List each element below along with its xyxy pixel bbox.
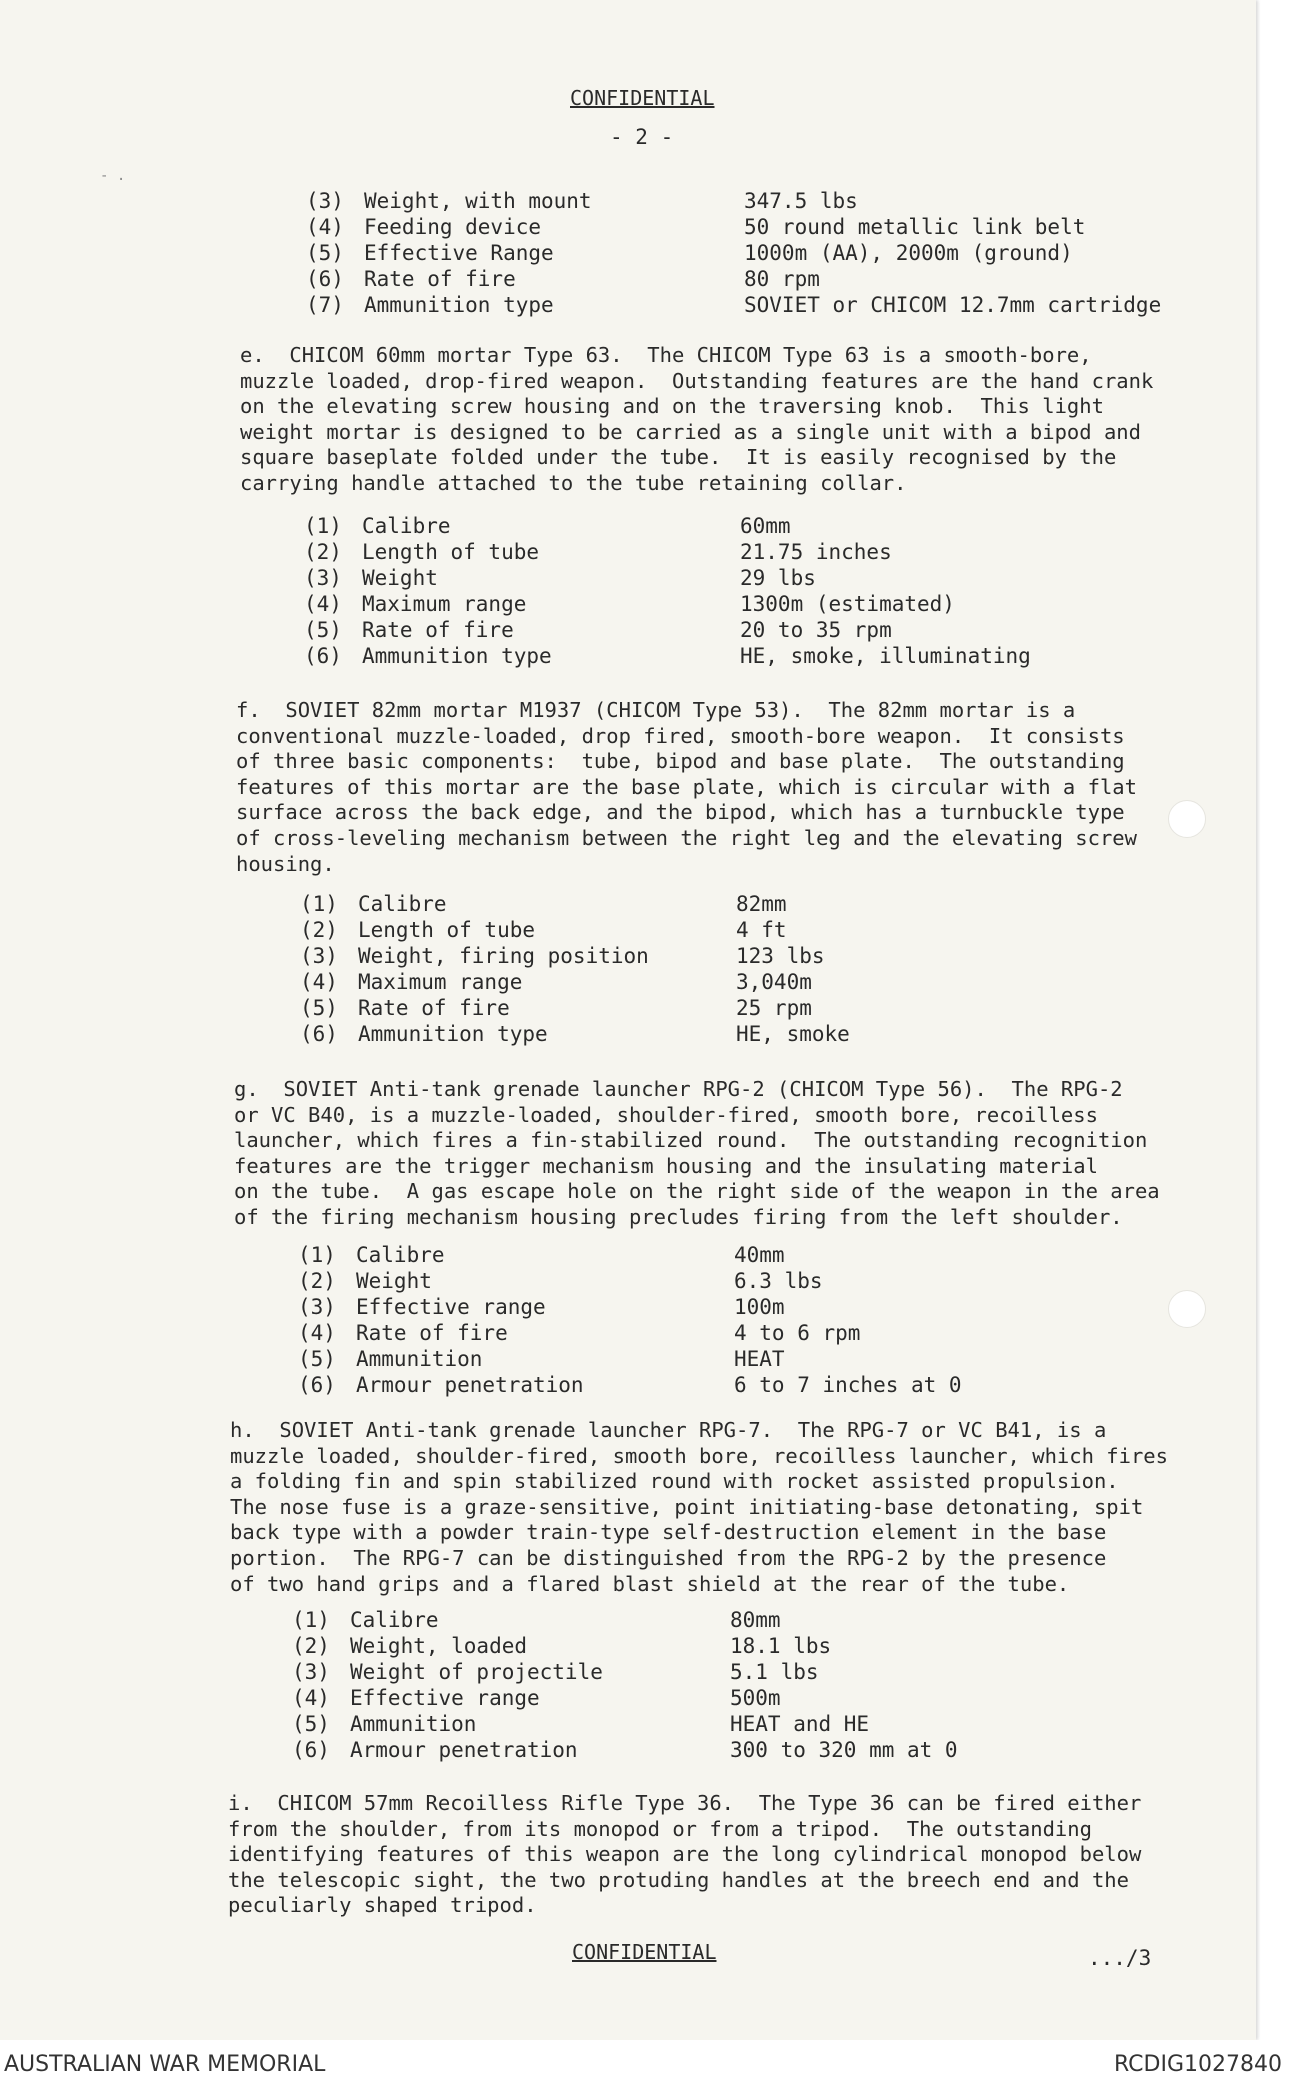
spec-value: 6.3 lbs bbox=[734, 1269, 823, 1293]
punch-hole bbox=[1168, 1290, 1206, 1328]
spec-row bbox=[292, 1685, 781, 1711]
archive-id: RCDIG1027840 bbox=[1113, 2052, 1282, 2077]
paragraph-line: square baseplate folded under the tube. It is easily recognised by the bbox=[240, 445, 1117, 470]
punch-hole bbox=[1168, 800, 1206, 838]
spec-value: 29 lbs bbox=[740, 566, 816, 590]
paragraph-g bbox=[234, 1077, 1160, 1231]
paragraph-line: weight mortar is designed to be carried as a single unit with a bipod and bbox=[240, 419, 1141, 444]
spec-row bbox=[304, 617, 892, 643]
spec-number: (2) bbox=[298, 1269, 336, 1293]
spec-value: HEAT and HE bbox=[730, 1712, 870, 1736]
spec-value: 60mm bbox=[740, 514, 791, 538]
spec-row bbox=[300, 917, 787, 943]
spec-number: (4) bbox=[304, 592, 342, 616]
spec-number: (6) bbox=[292, 1738, 330, 1762]
spec-label: Rate of fire bbox=[362, 618, 514, 642]
spec-label: Rate of fire bbox=[356, 1321, 508, 1345]
spec-label: Ammunition bbox=[356, 1347, 483, 1371]
spec-row bbox=[304, 643, 1031, 669]
spec-list-e bbox=[304, 513, 1031, 669]
spec-row bbox=[304, 539, 892, 565]
paragraph-e bbox=[240, 343, 1153, 497]
paragraph-line: muzzle loaded, shoulder-fired, smooth bore, recoilless launcher, which fires bbox=[230, 1443, 1168, 1468]
page-number: - 2 - bbox=[610, 125, 674, 149]
spec-row bbox=[292, 1711, 870, 1737]
paragraph-line: h. SOVIET Anti-tank grenade launcher RPG-7. The RPG-7 or VC B41, is a bbox=[230, 1418, 1107, 1442]
spec-row bbox=[304, 513, 791, 539]
spec-value: 4 ft bbox=[736, 918, 787, 942]
paragraph-line: of three basic components: tube, bipod and base plate. The outstanding bbox=[236, 749, 1125, 774]
paragraph-line: identifying features of this weapon are the long cylindrical monopod below bbox=[228, 1842, 1142, 1867]
spec-number: (3) bbox=[304, 566, 342, 590]
paragraph-line: of the firing mechanism housing precludes firing from the left shoulder. bbox=[234, 1204, 1123, 1229]
paragraph-line: portion. The RPG-7 can be distinguished from the RPG-2 by the presence bbox=[230, 1545, 1107, 1570]
spec-number: (5) bbox=[298, 1347, 336, 1371]
spec-value: HE, smoke, illuminating bbox=[740, 644, 1031, 668]
spec-list-f bbox=[300, 891, 850, 1047]
archive-name: AUSTRALIAN WAR MEMORIAL bbox=[4, 2052, 326, 2077]
paragraph-line: e. CHICOM 60mm mortar Type 63. The CHICOM Type 63 is a smooth-bore, bbox=[240, 343, 1092, 367]
spec-row bbox=[300, 891, 787, 917]
spec-row bbox=[300, 995, 812, 1021]
spec-label: Effective range bbox=[350, 1686, 540, 1710]
spec-row bbox=[306, 266, 820, 292]
classification-footer: CONFIDENTIAL bbox=[572, 1940, 717, 1964]
paragraph-line: of two hand grips and a flared blast shield at the rear of the tube. bbox=[230, 1571, 1070, 1596]
paragraph-line: on the elevating screw housing and on the traversing knob. This light bbox=[240, 394, 1104, 419]
spec-row bbox=[298, 1346, 785, 1372]
spec-row bbox=[298, 1268, 823, 1294]
paragraph-line: a folding fin and spin stabilized round with rocket assisted propulsion. bbox=[230, 1469, 1119, 1494]
spec-label: Effective range bbox=[356, 1295, 546, 1319]
spec-value: SOVIET or CHICOM 12.7mm cartridge bbox=[744, 293, 1162, 317]
spec-number: (1) bbox=[292, 1608, 330, 1632]
spec-number: (2) bbox=[292, 1634, 330, 1658]
spec-row bbox=[298, 1242, 785, 1268]
spec-number: (5) bbox=[304, 618, 342, 642]
spec-number: (4) bbox=[300, 970, 338, 994]
spec-row bbox=[304, 565, 816, 591]
spec-row bbox=[300, 943, 825, 969]
spec-number: (3) bbox=[300, 944, 338, 968]
spec-label: Weight bbox=[362, 566, 438, 590]
paragraph-line: g. SOVIET Anti-tank grenade launcher RPG-2 (CHICOM Type 56). The RPG-2 bbox=[234, 1077, 1123, 1101]
paragraph-h bbox=[230, 1418, 1168, 1597]
spec-row bbox=[306, 214, 1086, 240]
spec-number: (4) bbox=[298, 1321, 336, 1345]
spec-row bbox=[304, 591, 955, 617]
spec-label: Maximum range bbox=[362, 592, 527, 616]
paragraph-line: launcher, which fires a fin-stabilized round. The outstanding recognition bbox=[234, 1128, 1148, 1153]
spec-label: Ammunition type bbox=[358, 1022, 548, 1046]
paragraph-line: peculiarly shaped tripod. bbox=[228, 1893, 537, 1918]
paragraph-line: carrying handle attached to the tube retaining collar. bbox=[240, 470, 907, 495]
spec-number: (1) bbox=[298, 1243, 336, 1267]
spec-number: (3) bbox=[292, 1660, 330, 1684]
spec-row bbox=[298, 1320, 861, 1346]
spec-number: (6) bbox=[304, 644, 342, 668]
spec-label: Ammunition type bbox=[362, 644, 552, 668]
spec-number: (5) bbox=[292, 1712, 330, 1736]
spec-value: 1300m (estimated) bbox=[740, 592, 955, 616]
spec-row bbox=[292, 1633, 832, 1659]
spec-number: (7) bbox=[306, 293, 344, 317]
spec-label: Feeding device bbox=[364, 215, 542, 239]
spec-value: 80 rpm bbox=[744, 267, 820, 291]
margin-mark: - . bbox=[100, 168, 126, 184]
spec-number: (1) bbox=[300, 892, 338, 916]
spec-number: (4) bbox=[306, 215, 344, 239]
spec-number: (2) bbox=[300, 918, 338, 942]
spec-value: 20 to 35 rpm bbox=[740, 618, 892, 642]
spec-number: (4) bbox=[292, 1686, 330, 1710]
spec-label: Armour penetration bbox=[356, 1373, 584, 1397]
spec-label: Armour penetration bbox=[350, 1738, 578, 1762]
paragraph-line: the telescopic sight, the two protuding handles at the breech end and the bbox=[228, 1867, 1129, 1892]
paragraph-line: back type with a powder train-type self-destruction element in the base bbox=[230, 1520, 1107, 1545]
spec-value: 1000m (AA), 2000m (ground) bbox=[744, 241, 1073, 265]
spec-value: 300 to 320 mm at 0 bbox=[730, 1738, 958, 1762]
spec-row bbox=[298, 1372, 962, 1398]
paragraph-line: housing. bbox=[236, 851, 335, 876]
spec-label: Rate of fire bbox=[364, 267, 516, 291]
paragraph-line: conventional muzzle-loaded, drop fired, smooth-bore weapon. It consists bbox=[236, 723, 1125, 748]
spec-number: (6) bbox=[306, 267, 344, 291]
spec-number: (6) bbox=[300, 1022, 338, 1046]
paragraph-line: on the tube. A gas escape hole on the right side of the weapon in the area bbox=[234, 1179, 1160, 1204]
spec-value: 347.5 lbs bbox=[744, 189, 858, 213]
spec-number: (3) bbox=[298, 1295, 336, 1319]
spec-label: Effective Range bbox=[364, 241, 554, 265]
spec-value: 123 lbs bbox=[736, 944, 825, 968]
spec-row bbox=[292, 1607, 781, 1633]
spec-label: Length of tube bbox=[358, 918, 536, 942]
paragraph-line: features of this mortar are the base plate, which is circular with a flat bbox=[236, 774, 1137, 799]
spec-value: HEAT bbox=[734, 1347, 785, 1371]
spec-label: Weight of projectile bbox=[350, 1660, 603, 1684]
spec-number: (5) bbox=[306, 241, 344, 265]
spec-row bbox=[292, 1737, 958, 1763]
continuation-marker: .../3 bbox=[1088, 1946, 1152, 1970]
classification-header: CONFIDENTIAL bbox=[570, 86, 715, 110]
spec-label: Calibre bbox=[358, 892, 447, 916]
spec-value: 500m bbox=[730, 1686, 781, 1710]
spec-label: Calibre bbox=[362, 514, 451, 538]
spec-label: Length of tube bbox=[362, 540, 540, 564]
spec-value: 25 rpm bbox=[736, 996, 812, 1020]
spec-row bbox=[292, 1659, 819, 1685]
spec-row bbox=[298, 1294, 785, 1320]
spec-value: 5.1 lbs bbox=[730, 1660, 819, 1684]
paragraph-line: or VC B40, is a muzzle-loaded, shoulder-fired, smooth bore, recoilless bbox=[234, 1102, 1098, 1127]
spec-value: 4 to 6 rpm bbox=[734, 1321, 861, 1345]
spec-number: (2) bbox=[304, 540, 342, 564]
spec-number: (1) bbox=[304, 514, 342, 538]
spec-value: 40mm bbox=[734, 1243, 785, 1267]
spec-value: 100m bbox=[734, 1295, 785, 1319]
spec-value: 21.75 inches bbox=[740, 540, 892, 564]
spec-value: 18.1 lbs bbox=[730, 1634, 832, 1658]
spec-value: HE, smoke bbox=[736, 1022, 850, 1046]
spec-label: Weight, firing position bbox=[358, 944, 649, 968]
paragraph-line: i. CHICOM 57mm Recoilless Rifle Type 36. The Type 36 can be fired either bbox=[228, 1791, 1142, 1815]
spec-label: Calibre bbox=[356, 1243, 445, 1267]
paragraph-line: muzzle loaded, drop-fired weapon. Outstanding features are the hand crank bbox=[240, 368, 1154, 393]
spec-list-d bbox=[306, 188, 1162, 318]
paragraph-line: The nose fuse is a graze-sensitive, point initiating-base detonating, spit bbox=[230, 1494, 1144, 1519]
paragraph-line: from the shoulder, from its monopod or from a tripod. The outstanding bbox=[228, 1816, 1092, 1841]
spec-list-g bbox=[298, 1242, 962, 1398]
spec-label: Maximum range bbox=[358, 970, 523, 994]
spec-label: Rate of fire bbox=[358, 996, 510, 1020]
spec-value: 80mm bbox=[730, 1608, 781, 1632]
spec-row bbox=[300, 1021, 850, 1047]
paragraph-f bbox=[236, 698, 1137, 877]
spec-label: Ammunition bbox=[350, 1712, 477, 1736]
spec-label: Calibre bbox=[350, 1608, 439, 1632]
spec-label: Ammunition type bbox=[364, 293, 554, 317]
spec-value: 3,040m bbox=[736, 970, 812, 994]
spec-row bbox=[306, 188, 858, 214]
spec-value: 50 round metallic link belt bbox=[744, 215, 1086, 239]
spec-value: 6 to 7 inches at 0 bbox=[734, 1373, 962, 1397]
spec-label: Weight bbox=[356, 1269, 432, 1293]
paragraph-line: of cross-leveling mechanism between the right leg and the elevating screw bbox=[236, 825, 1137, 850]
spec-number: (3) bbox=[306, 189, 344, 213]
spec-number: (6) bbox=[298, 1373, 336, 1397]
spec-label: Weight, loaded bbox=[350, 1634, 528, 1658]
paragraph-line: f. SOVIET 82mm mortar M1937 (CHICOM Type 53). The 82mm mortar is a bbox=[236, 698, 1076, 722]
paragraph-i bbox=[228, 1791, 1141, 1919]
spec-number: (5) bbox=[300, 996, 338, 1020]
spec-value: 82mm bbox=[736, 892, 787, 916]
spec-list-h bbox=[292, 1607, 958, 1763]
spec-label: Weight, with mount bbox=[364, 189, 592, 213]
paragraph-line: features are the trigger mechanism housing and the insulating material bbox=[234, 1153, 1098, 1178]
spec-row bbox=[306, 240, 1073, 266]
spec-row bbox=[300, 969, 812, 995]
paragraph-line: surface across the back edge, and the bipod, which has a turnbuckle type bbox=[236, 800, 1125, 825]
spec-row bbox=[306, 292, 1162, 318]
